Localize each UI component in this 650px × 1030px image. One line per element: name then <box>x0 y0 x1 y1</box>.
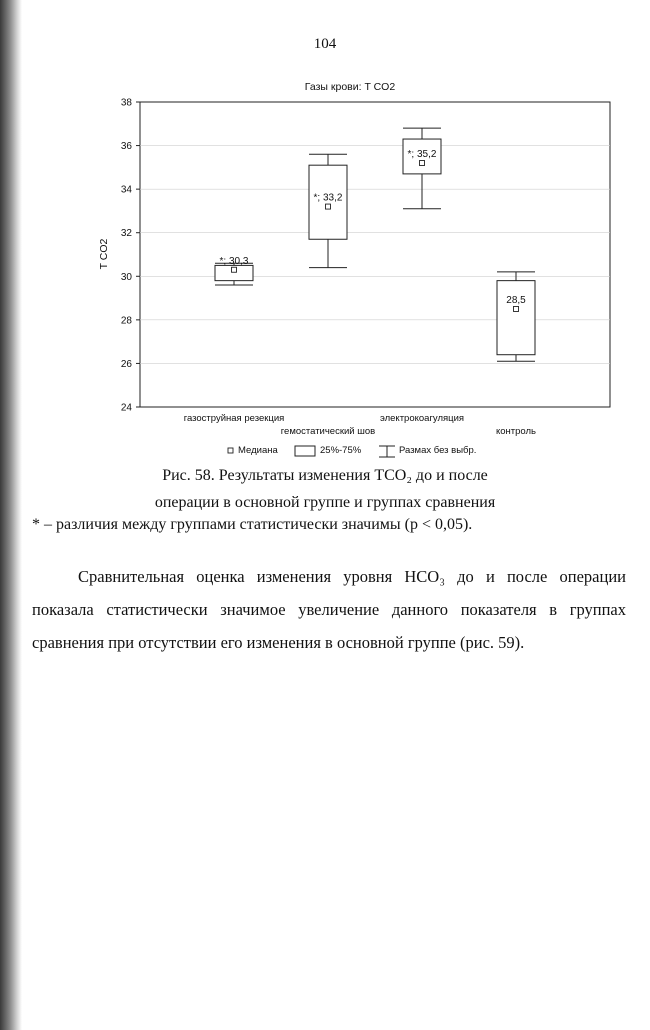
boxes <box>215 128 535 361</box>
box-group <box>403 128 441 209</box>
box-group <box>215 256 253 285</box>
box-group <box>497 272 535 361</box>
page-number: 104 <box>313 36 337 52</box>
y-tick-label: 28 <box>120 315 132 327</box>
box-plot-chart <box>85 78 615 468</box>
y-axis-ticks <box>121 98 140 414</box>
box-group <box>309 154 347 267</box>
median-marker <box>514 306 519 311</box>
y-tick-label: 32 <box>120 228 132 240</box>
x-category-label: гемостатический шов <box>280 426 376 437</box>
y-tick-label: 26 <box>120 358 132 370</box>
body-paragraph-text: Сравнительная оценка изменения уровня HCO₃ до и после операции показала статистически значимое увеличение данного показателя в группах сравнения при отсутствии его изменения в основной группе (рис. 59). <box>32 567 626 652</box>
legend-median-label: Медиана <box>238 445 278 456</box>
y-tick-label: 34 <box>120 184 132 196</box>
body-paragraph <box>32 560 626 659</box>
legend-median-marker <box>228 448 233 453</box>
median-marker <box>420 161 425 166</box>
median-marker <box>232 267 237 272</box>
iqr-box <box>497 281 535 355</box>
y-axis-label: T CO2 <box>98 238 110 270</box>
significance-note: * – различия между группами статистически значимы (p < 0,05). <box>32 516 473 533</box>
legend-box-marker <box>295 446 315 456</box>
x-category-label: контроль <box>496 426 536 437</box>
plot-area <box>140 102 610 407</box>
figure-caption-line-2: операции в основной группе и группах сравнения <box>154 494 496 511</box>
y-tick-label: 36 <box>120 141 132 153</box>
grid-lines <box>140 146 610 364</box>
y-tick-label: 38 <box>120 97 132 109</box>
y-tick-label: 24 <box>120 402 132 414</box>
legend <box>228 445 476 457</box>
median-label: *; 33,2 <box>313 192 343 204</box>
median-label: *; 30,3 <box>219 255 249 267</box>
y-tick-label: 30 <box>120 271 132 283</box>
chart-title: Газы крови: T CO2 <box>304 81 396 93</box>
figure-caption-line-1: Рис. 58. Результаты изменения TCO₂ до и после <box>162 467 488 484</box>
book-spine-shadow <box>0 0 22 1030</box>
median-marker <box>326 204 331 209</box>
figure-58 <box>85 78 615 468</box>
x-category-label: газоструйная резекция <box>183 413 285 424</box>
legend-box-label: 25%-75% <box>320 445 362 456</box>
median-label: *; 35,2 <box>407 149 437 160</box>
median-label: 28,5 <box>506 294 526 306</box>
x-axis-labels <box>184 413 536 437</box>
legend-range-label: Размах без выбр. <box>399 445 477 456</box>
x-category-label: электрокоагуляция <box>379 413 465 424</box>
